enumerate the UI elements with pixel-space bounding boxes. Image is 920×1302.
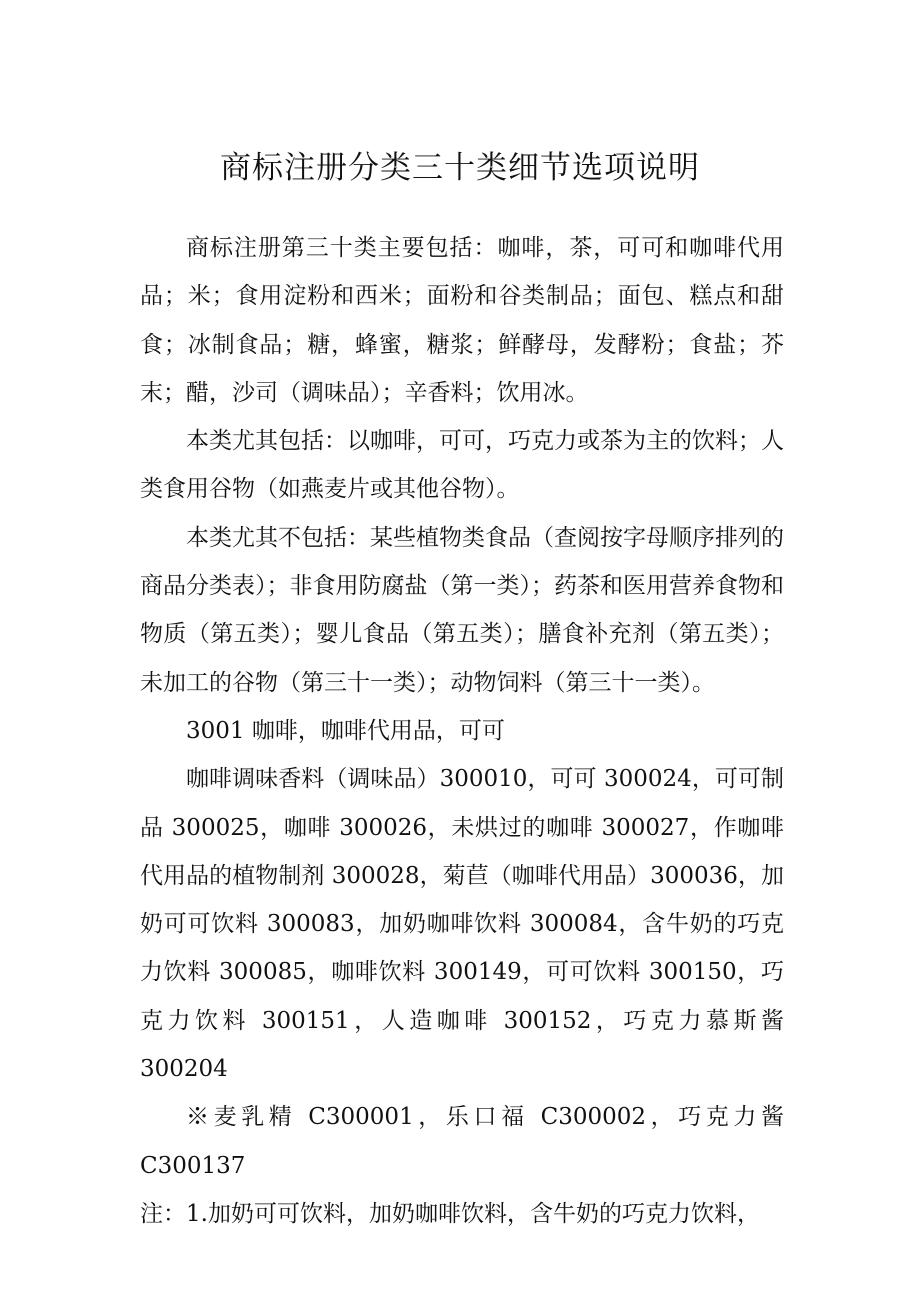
document-body (140, 224, 784, 1238)
document-title: 商标注册分类三十类细节选项说明 (220, 150, 700, 186)
paragraph-includes: 本类尤其包括：以咖啡，可可，巧克力或茶为主的饮料；人类食用谷物（如燕麦片或其他谷物）。 (140, 428, 784, 503)
paragraph-scope: 商标注册第三十类主要包括：咖啡，茶，可可和咖啡代用品；米；食用淀粉和西米；面粉和谷类制品；面包、糕点和甜食；冰制食品；糖，蜂蜜，糖浆；鲜酵母，发酵粉；食盐；芥末；醋，沙司（调味品）；辛香料；饮用冰。 (140, 235, 784, 406)
group-heading-3001: 3001 咖啡，咖啡代用品，可可 (186, 717, 505, 744)
paragraph-goods-3001: 咖啡调味香料（调味品）300010，可可 300024，可可制品 300025，咖啡 300026，未烘过的咖啡 300027，作咖啡代用品的植物制剂 300028，菊苣（咖啡代用品）300036，加奶可可饮料 300083，加奶咖啡饮料 300084，含牛奶的巧克力饮料 300085，咖啡饮料 300149，可可饮料 300150，巧克力饮料 300151，人造咖啡 300152，巧克力慕斯酱 300204 (140, 766, 784, 1083)
paragraph-excludes: 本类尤其不包括：某些植物类食品（查阅按字母顺序排列的商品分类表）；非食用防腐盐（第一类）；药茶和医用营养食物和物质（第五类）；婴儿食品（第五类）；膳食补充剂（第五类）；未加工的谷物（第三十一类）；动物饲料（第三十一类）。 (140, 524, 784, 696)
paragraph-note: 注：1.加奶可可饮料，加奶咖啡饮料，含牛奶的巧克力饮料， (140, 1200, 760, 1227)
paragraph-non-standard-goods: ※麦乳精 C300001，乐口福 C300002，巧克力酱 C300137 (140, 1104, 784, 1179)
